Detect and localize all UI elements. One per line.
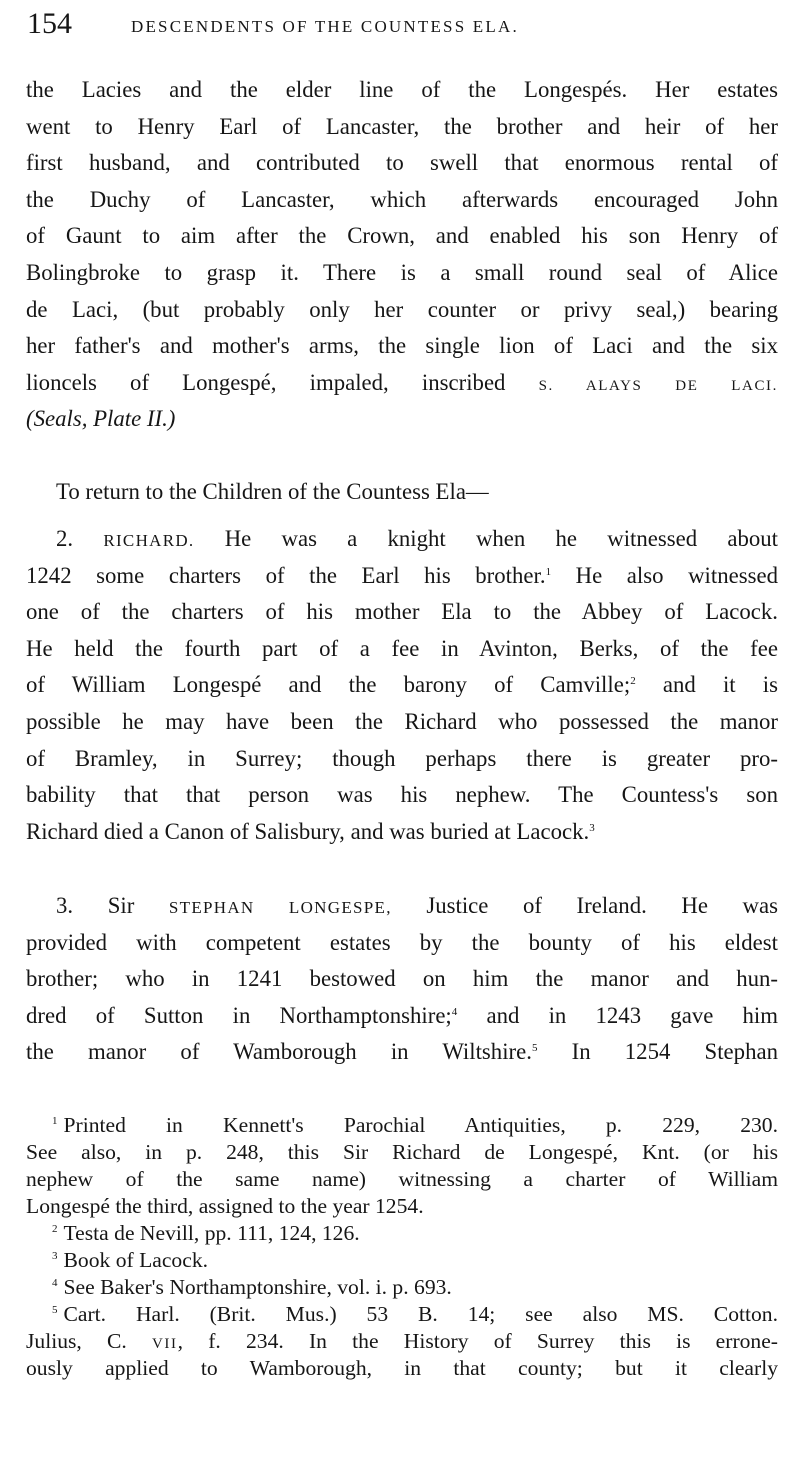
footnote-mark: 1 xyxy=(52,1115,58,1127)
footnote-4 xyxy=(26,1274,778,1301)
text-line: first husband, and contributed to swell that enormous rental of xyxy=(26,150,778,176)
text-line: possible he may have been the Richard who possessed the manor xyxy=(26,708,778,734)
footnote-mark: 3 xyxy=(52,1250,58,1262)
footnote-text: Printed in Kennett's Parochial Antiquities, p. 229, 230. xyxy=(63,1113,778,1137)
richard-line-text: of William Longespé and the barony of Camville; xyxy=(26,672,631,698)
paragraph-alice-de-laci xyxy=(26,72,778,438)
footnote-mark: 4 xyxy=(52,1277,58,1289)
text-line: the Duchy of Lancaster, which afterwards encouraged John xyxy=(26,186,778,212)
text-line xyxy=(26,814,778,851)
running-title: DESCENDENTS OF THE COUNTESS ELA. xyxy=(131,17,519,36)
footnote-1-line: See also, in p. 248, this Sir Richard de Longespé, Knt. (or his xyxy=(26,1140,778,1164)
footnote-3 xyxy=(26,1247,778,1274)
text-line: provided with competent estates by the bounty of his eldest xyxy=(26,929,778,955)
footnote-roman-numeral: VII xyxy=(152,1336,178,1352)
text-line: her father's and mother's arms, the single lion of Laci and the six xyxy=(26,333,778,359)
footnote-text: Julius, C. xyxy=(26,1329,127,1353)
seal-line-text: lioncels of Longespé, impaled, inscribed xyxy=(26,369,506,395)
stephan-number: 3. xyxy=(56,893,74,918)
seal-reference: (Seals, Plate II.) xyxy=(26,406,176,432)
stephan-line-text: and in 1243 gave him xyxy=(486,1002,778,1028)
stephan-line-text: In 1254 Stephan xyxy=(571,1039,778,1065)
footnote-mark: 2 xyxy=(52,1223,58,1235)
text-line-seal xyxy=(26,365,778,402)
stephan-line-text: Justice of Ireland. He was xyxy=(426,893,778,918)
return-line: To return to the Children of the Countess Ela— xyxy=(56,479,489,504)
footnote-text: Testa de Nevill, pp. 111, 124, 126. xyxy=(63,1221,360,1245)
seal-inscription: S. ALAYS DE LACI. xyxy=(538,377,778,394)
richard-name: RICHARD. xyxy=(103,531,195,550)
richard-line-text: and it is xyxy=(662,672,779,698)
text-line: went to Henry Earl of Lancaster, the brother and heir of her xyxy=(26,113,778,139)
stephan-line-text: dred of Sutton in Northamptonshire; xyxy=(26,1002,452,1028)
richard-line-text: Richard died a Canon of Salisbury, and was buried at Lacock. xyxy=(26,818,590,844)
text-line: He held the fourth part of a fee in Avinton, Berks, of the fee xyxy=(26,635,778,661)
stephan-name: STEPHAN LONGESPE, xyxy=(168,898,392,917)
footnote-2 xyxy=(26,1220,778,1247)
footnote-ref: 5 xyxy=(531,1042,538,1055)
stephan-title: Sir xyxy=(107,893,135,918)
footnote-1-line: nephew of the same name) witnessing a charter of William xyxy=(26,1167,778,1191)
text-line: of Gaunt to aim after the Crown, and enabled his son Henry of xyxy=(26,223,778,249)
stephan-heading-line xyxy=(26,888,778,925)
return-line-block xyxy=(26,474,778,511)
text-line: Bolingbroke to grasp it. There is a small round seal of Alice xyxy=(26,259,778,285)
footnote-ref: 3 xyxy=(589,821,595,834)
text-line: bability that that person was his nephew. The Countess's son xyxy=(26,782,778,808)
page-header xyxy=(27,6,787,46)
richard-number: 2. xyxy=(56,526,74,551)
text-line xyxy=(26,998,778,1035)
footnote-5-line xyxy=(26,1328,778,1355)
footnote-text: See Baker's Northamptonshire, vol. i. p. 693. xyxy=(63,1275,452,1299)
stephan-line-text: the manor of Wamborough in Wiltshire. xyxy=(26,1039,532,1065)
text-line: brother; who in 1241 bestowed on him the manor and hun- xyxy=(26,966,778,992)
text-line: de Laci, (but probably only her counter or privy seal,) bearing xyxy=(26,296,778,322)
footnote-text: Book of Lacock. xyxy=(63,1248,209,1272)
footnote-ref: 1 xyxy=(545,565,552,578)
richard-line-text: He also witnessed xyxy=(575,562,778,588)
paragraph-stephan xyxy=(26,888,778,1071)
footnote-text: , f. 234. In the History of Surrey this is errone- xyxy=(177,1329,778,1353)
text-line: of Bramley, in Surrey; though perhaps there is greater pro- xyxy=(26,745,778,771)
page-number: 154 xyxy=(27,7,72,40)
richard-line-text: 1242 some charters of the Earl his brother. xyxy=(26,562,546,588)
text-line: the Lacies and the elder line of the Longespés. Her estates xyxy=(26,77,778,102)
text-line: one of the charters of his mother Ela to the Abbey of Lacock. xyxy=(26,599,778,625)
richard-line-text: He was a knight when he witnessed about xyxy=(224,526,779,551)
footnote-mark: 5 xyxy=(52,1304,58,1316)
footnote-1-line xyxy=(26,1112,778,1139)
footnote-5-line xyxy=(26,1301,778,1328)
footnote-1-line: Longespé the third, assigned to the year 1254. xyxy=(26,1194,424,1218)
richard-heading-line xyxy=(26,521,778,558)
footnote-ref: 2 xyxy=(630,675,636,688)
text-line xyxy=(26,667,778,704)
paragraph-richard xyxy=(26,521,778,850)
text-line xyxy=(26,1034,778,1071)
text-line-seal-reference xyxy=(26,401,778,438)
footnote-5-line: ously applied to Wamborough, in that county; but it clearly xyxy=(26,1356,778,1380)
text-line xyxy=(26,558,778,595)
footnote-ref: 4 xyxy=(451,1005,458,1018)
footnote-text: Cart. Harl. (Brit. Mus.) 53 B. 14; see also MS. Cotton. xyxy=(63,1302,778,1326)
footnotes xyxy=(26,1112,778,1382)
